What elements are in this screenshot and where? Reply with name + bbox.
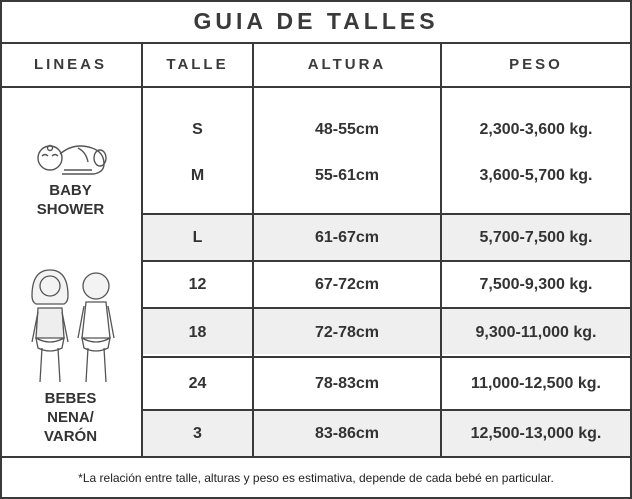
row-l-peso: 5,700-7,500 kg. (479, 228, 593, 246)
border-top (2, 0, 630, 2)
row-18-peso: 9,300-11,000 kg. (475, 323, 597, 341)
row-12-altura: 67-72cm (314, 275, 380, 293)
row-m-peso: 3,600-5,700 kg. (479, 167, 593, 184)
row-l-altura: 61-67cm (314, 228, 380, 246)
row-s-talle: S (192, 121, 203, 138)
girl-and-boy-icon (24, 266, 124, 386)
group-bebes-line2: NENA/ (47, 409, 94, 426)
header-talle: TALLE (166, 56, 229, 73)
row-3-altura: 83-86cm (314, 424, 380, 442)
row-24-peso: 11,000-12,500 kg. (471, 374, 601, 392)
sleeping-baby-icon (34, 134, 114, 176)
row-l-talle: L (192, 228, 203, 246)
row-18-altura: 72-78cm (314, 323, 380, 341)
row-24-altura: 78-83cm (314, 374, 380, 392)
group-bebes-label (0, 389, 141, 446)
header-divider (2, 86, 630, 88)
row-m-altura: 55-61cm (314, 167, 380, 184)
footnote: *La relación entre talle, alturas y peso es estimativa, depende de cada bebé en particular. (78, 471, 554, 485)
header-lineas: LINEAS (33, 56, 107, 73)
row-12-peso: 7,500-9,300 kg. (479, 275, 593, 293)
group-baby-shower-line2: SHOWER (36, 201, 105, 218)
row-m-talle: M (190, 167, 205, 184)
row-12-talle: 12 (188, 275, 207, 293)
row-18-talle: 18 (188, 323, 207, 341)
group-bebes-line3: VARÓN (43, 428, 98, 445)
row-3-talle: 3 (193, 424, 202, 442)
group-baby-shower-line1: BABY (49, 182, 92, 199)
header-peso: PESO (509, 56, 563, 73)
page-title: GUIA DE TALLES (193, 7, 439, 34)
row-s-peso: 2,300-3,600 kg. (479, 121, 593, 138)
group-baby-shower-label (0, 181, 141, 219)
row-3-peso: 12,500-13,000 kg. (470, 424, 602, 442)
row-s-altura: 48-55cm (314, 121, 380, 138)
row-24-talle: 24 (188, 374, 207, 392)
header-altura: ALTURA (307, 56, 387, 73)
group-bebes-line1: BEBES (44, 390, 97, 407)
